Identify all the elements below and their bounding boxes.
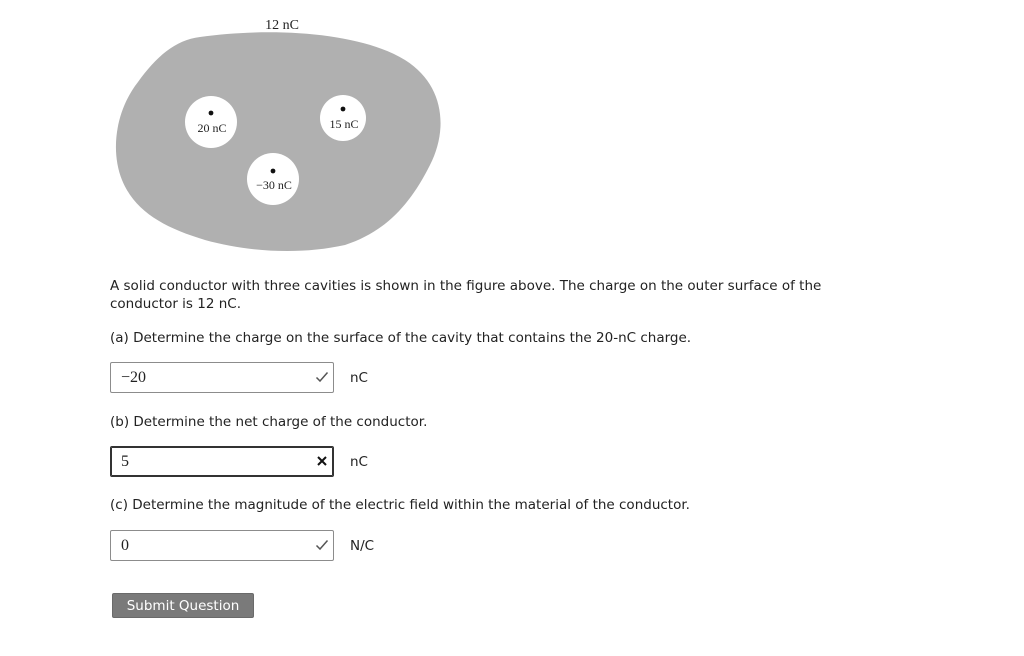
conductor-body: [116, 32, 441, 251]
unit-b: nC: [350, 453, 368, 470]
unit-a: nC: [350, 369, 368, 386]
checkmark-icon: [315, 370, 329, 384]
cavity-neg30nc: [247, 153, 299, 205]
outer-charge-label: 12 nC: [265, 18, 299, 33]
conductor-figure: [0, 0, 470, 260]
question-c: (c) Determine the magnitude of the electric field within the material of the conductor.: [110, 497, 690, 513]
answer-input-a[interactable]: [111, 363, 311, 392]
unit-c: N/C: [350, 537, 375, 554]
answer-box-c: [110, 530, 334, 561]
answer-row-c: [110, 529, 374, 562]
question-b: (b) Determine the net charge of the conductor.: [110, 414, 428, 430]
cavity-charge-label: 15 nC: [329, 117, 359, 131]
cavity-charge-label: −30 nC: [256, 178, 292, 192]
answer-box-a: [110, 362, 334, 393]
question-a: (a) Determine the charge on the surface of the cavity that contains the 20-nC charge.: [110, 330, 692, 346]
answer-input-b[interactable]: [111, 447, 311, 476]
answer-row-a: [110, 361, 368, 394]
cavity-charge-label: 20 nC: [197, 121, 227, 135]
cavity-20nc: [185, 96, 237, 148]
answer-row-b: [110, 445, 368, 478]
point-charge-dot: [341, 107, 346, 112]
answer-input-c[interactable]: [111, 531, 311, 560]
x-mark-icon: [315, 454, 329, 468]
answer-box-b: [110, 446, 334, 477]
point-charge-dot: [271, 169, 276, 174]
problem-statement: A solid conductor with three cavities is shown in the figure above. The charge on the outer surface of the conductor is 12 nC.: [110, 278, 822, 312]
submit-question-button[interactable]: Submit Question: [112, 593, 254, 618]
checkmark-icon: [315, 538, 329, 552]
cavity-15nc: [320, 95, 366, 141]
point-charge-dot: [209, 111, 214, 116]
